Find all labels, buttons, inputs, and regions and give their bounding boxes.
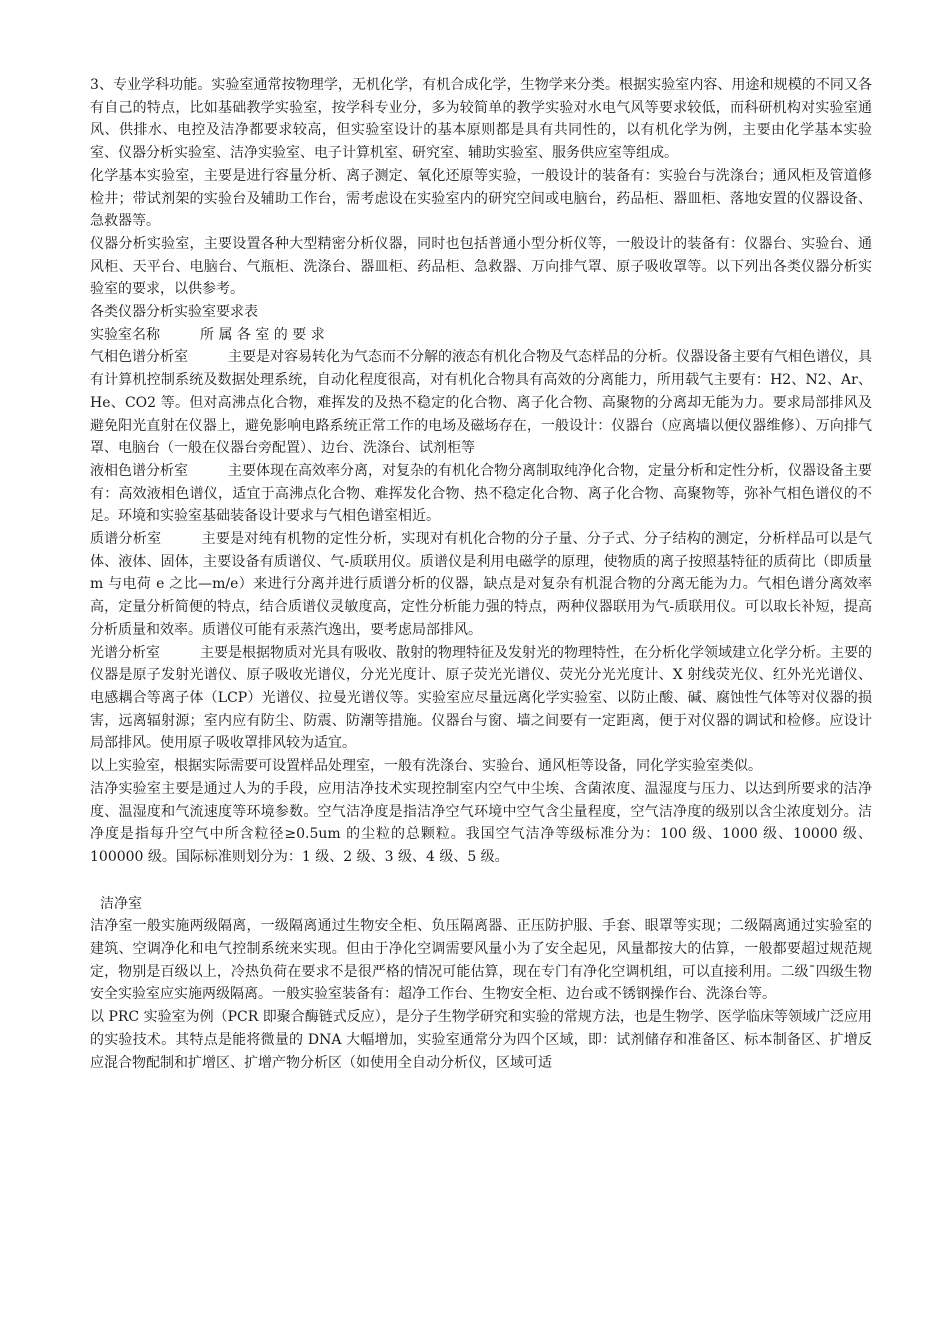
ms-lab-name: 质谱分析室 <box>90 531 162 548</box>
row-sp-lab <box>90 642 872 756</box>
gc-lab-name: 气相色谱分析室 <box>90 349 188 366</box>
paragraph-clean-room: 洁净室一般实施两级隔离，一级隔离通过生物安全柜、负压隔离器、正压防护服、手套、眼罩等实现；二级隔离通过实验室的建筑、空调净化和电气控制系统来实现。但由于净化空调需要风量小为了安全起见，风量都按大的估算，一般都要超过规范规定，物别是百级以上，冷热负荷在要求不是很严格的情况可能估算，现在专门有净化空调机组，可以直接利用。二级¯四级生物安全实验室应实施两级隔离。一般实验室装备有：超净工作台、生物安全柜、边台或不锈钢操作台、洗涤台等。 <box>90 918 872 1003</box>
sp-lab-text: 主要是根据物质对光具有吸收、散射的物理特征及发射光的物理特性，在分析化学领域建立化学分析。主要的仪器是原子发射光谱仪、原子吸收光谱仪，分光光度计、原子荧光光谱仪、荧光分光光度计、X 射线荧光仪、红外光光谱仪、电感耦合等离子体（LCP）光谱仪、拉曼光谱仪等。实验室应尽量远离化学实验室、以防止酸、碱、腐蚀性气体等对仪器的损害，远离辐射源；室内应有防尘、防震、防潮等措施。仪器台与窗、墙之间要有一定距离，便于对仪器的调试和检修。应设计局部排风。使用原子吸收罩排风较为适宜。 <box>90 644 872 752</box>
document-page <box>90 74 872 1074</box>
row-gc-lab <box>90 346 872 460</box>
table-title: 各类仪器分析实验室要求表 <box>90 304 258 321</box>
lc-lab-name: 液相色谱分析室 <box>90 462 188 479</box>
header-requirements: 所 属 各 室 的 要 求 <box>200 326 325 343</box>
paragraph-discipline-function: 3、专业学科功能。实验室通常按物理学，无机化学，有机合成化学，生物学来分类。根据实验室内容、用途和规模的不同又各有自己的特点，比如基础教学实验室，按学科专业分，多为较简单的教学实验对水电气风等要求较低，而科研机构对实验室通风、供排水、电控及洁净都要求较高，但实验室设计的基本原则都是具有共同性的，以有机化学为例，主要由化学基本实验室、仪器分析实验室、洁净实验室、电子计算机室、研究室、辅助实验室、服务供应室等组成。 <box>90 77 872 162</box>
gc-lab-text: 主要是对容易转化为气态而不分解的液态有机化合物及气态样品的分析。仪器设备主要有气相色谱仪，具有计算机控制系统及数据处理系统，自动化程度很高，对有机化合物具有高效的分离能力，所用载气主要有：H2、N2、Ar、He、CO2 等。但对高沸点化合物，难挥发的及热不稳定的化合物、离子化合物、高聚物的分离却无能为力。要求局部排风及避免阳光直射在仪器上，避免影响电路系统正常工作的电场及磁场存在，一般设计：仪器台（应离墙以便仪器维修）、万向排气罩、电脑台（一般在仪器台旁配置）、边台、洗涤台、试剂柜等 <box>90 349 872 457</box>
paragraph-basic-chem-lab: 化学基本实验室，主要是进行容量分析、离子测定、氧化还原等实验，一般设计的装备有：实验台与洗涤台；通风柜及管道修检井；带试剂架的实验台及辅助工作台，需考虑设在实验室内的研究空间或电脑台，药品柜、器皿柜、落地安置的仪器设备、急救器等。 <box>90 167 872 230</box>
clean-room-heading: 洁净室 <box>100 895 142 912</box>
paragraph-pcr-lab: 以 PRC 实验室为例（PCR 即聚合酶链式反应），是分子生物学研究和实验的常规方法，也是生物学、医学临床等领域广泛应用的实验技术。其特点是能将微量的 DNA 大幅增加，实验室通常分为四个区域，即：试剂储存和准备区、标本制备区、扩增反应混合物配制和扩增区、扩增产物分析区（如使用全自动分析仪，区域可适 <box>90 1009 872 1071</box>
row-lc-lab <box>90 460 872 528</box>
header-lab-name: 实验室名称 <box>90 326 160 343</box>
table-header <box>90 324 872 347</box>
paragraph-clean-lab: 洁净实验室主要是通过人为的手段，应用洁净技术实现控制室内空气中尘埃、含菌浓度、温湿度与压力、以达到所要求的洁净度、温湿度和气流速度等环境参数。空气洁净度是指洁净空气环境中空气含尘量程度，空气洁净度的级别以含尘浓度划分。洁净度是指每升空气中所含粒径≥0.5um 的尘粒的总颗粒。我国空气洁净等级标准分为：100 级、1000 级、10000 级、100000 级。国际标准则划分为：1 级、2 级、3 级、4 级、5 级。 <box>90 780 872 865</box>
sp-lab-name: 光谱分析室 <box>90 644 160 661</box>
row-ms-lab <box>90 528 872 642</box>
lc-lab-text: 主要体现在高效率分离，对复杂的有机化合物分离制取纯净化合物，定量分析和定性分析，仪器设备主要有：高效液相色谱仪，适宜于高沸点化合物、难挥发化合物、热不稳定化合物、离子化合物、高聚物等，弥补气相色谱仪的不足。环境和实验室基础装备设计要求与气相色谱室相近。 <box>90 462 872 525</box>
ms-lab-text: 主要是对纯有机物的定性分析，实现对有机化合物的分子量、分子式、分子结构的测定，分析样品可以是气体、液体、固体，主要设备有质谱仪、气-质联用仪。质谱仪是利用电磁学的原理，使物质的离子按照基特征的质荷比（即质量 m 与电荷 e 之比—m/e）来进行分离并进行质谱分析的仪器，缺点是对复杂有机混合物的分离无能为力。气相色谱分离效率高，定量分析简便的特点，结合质谱仪灵敏度高，定性分析能力强的特点，两种仪器联用为气-质联用仪。可以取长补短，提高分析质量和效率。质谱仪可能有汞蒸汽逸出，要考虑局部排风。 <box>90 531 873 638</box>
paragraph-instrument-lab: 仪器分析实验室，主要设置各种大型精密分析仪器，同时也包括普通小型分析仪等，一般设计的装备有：仪器台、实验台、通风柜、天平台、电脑台、气瓶柜、洗涤台、器皿柜、药品柜、急救器、万向排气罩、原子吸收罩等。以下列出各类仪器分析实验室的要求，以供参考。 <box>90 235 872 298</box>
paragraph-sample-prep: 以上实验室，根据实际需要可设置样品处理室，一般有洗涤台、实验台、通风柜等设备，同化学实验室类似。 <box>90 758 762 775</box>
